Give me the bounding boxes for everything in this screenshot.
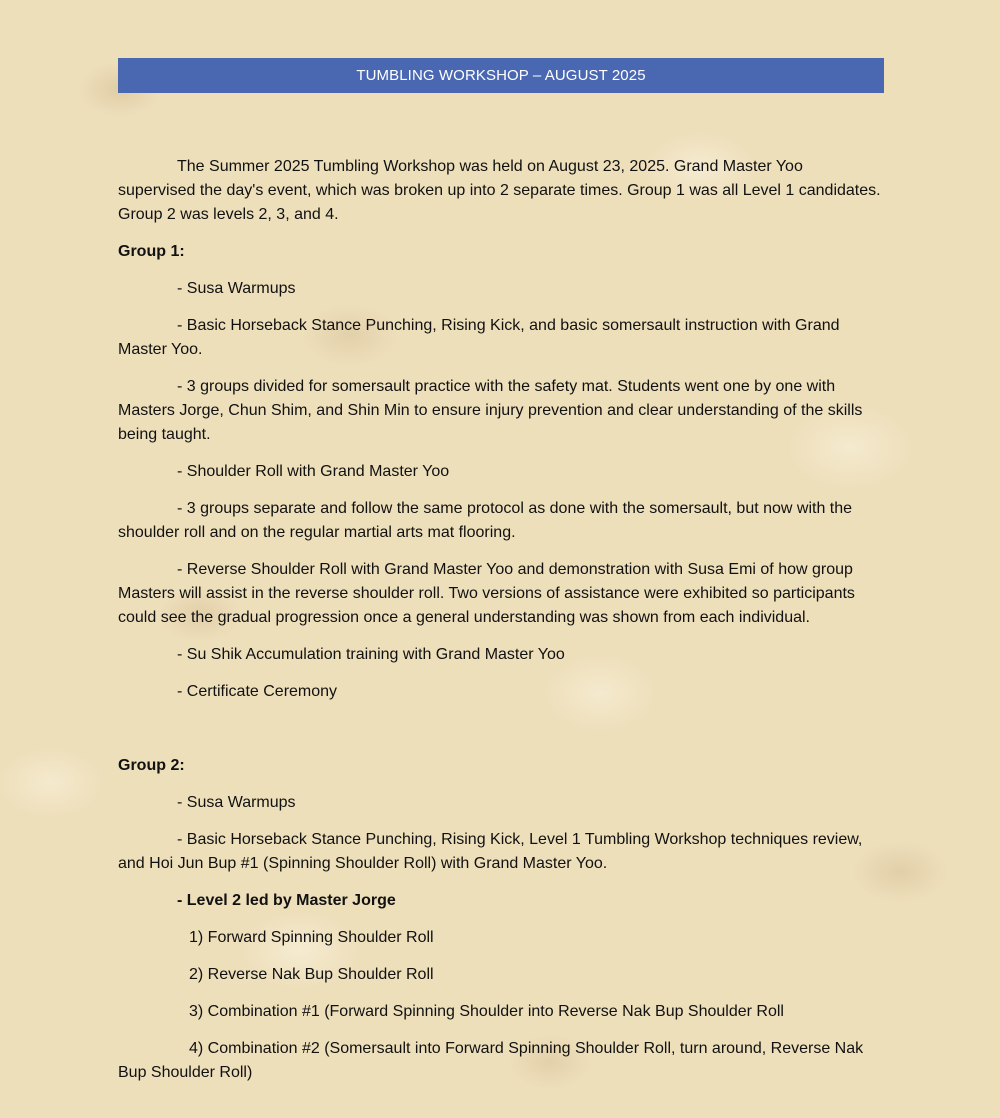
group1-item: - 3 groups divided for somersault practice with the safety mat. Students went one by one with Masters Jorge, Chun Shim, and Shin Min to ensure injury prevention and clear understanding of the skills being taught. — [118, 378, 863, 443]
document-body — [118, 155, 884, 1085]
group2-heading: Group 2: — [118, 757, 185, 774]
group1-item: - Su Shik Accumulation training with Grand Master Yoo — [177, 646, 565, 663]
group1-item: - Basic Horseback Stance Punching, Rising Kick, and basic somersault instruction with Grand Master Yoo. — [118, 317, 840, 358]
group1-item: - Reverse Shoulder Roll with Grand Master Yoo and demonstration with Susa Emi of how group Masters will assist in the reverse shoulder roll. Two versions of assistance were exhibited so participants could see the gradual progression once a general understanding was shown from each individual. — [118, 561, 855, 626]
group1-item: - Shoulder Roll with Grand Master Yoo — [177, 463, 450, 480]
level2-item: 1) Forward Spinning Shoulder Roll — [189, 929, 434, 946]
level2-item: 3) Combination #1 (Forward Spinning Shoulder into Reverse Nak Bup Shoulder Roll — [189, 1003, 784, 1020]
group1-heading: Group 1: — [118, 243, 185, 260]
group1-item: - Susa Warmups — [177, 280, 296, 297]
group2-item: - Basic Horseback Stance Punching, Rising Kick, Level 1 Tumbling Workshop techniques review, and Hoi Jun Bup #1 (Spinning Shoulder Roll) with Grand Master Yoo. — [118, 831, 863, 872]
group1-item: - Certificate Ceremony — [177, 683, 338, 700]
intro-paragraph: The Summer 2025 Tumbling Workshop was held on August 23, 2025. Grand Master Yoo supervised the day's event, which was broken up into 2 separate times. Group 1 was all Level 1 candidates. Group 2 was levels 2, 3, and 4. — [118, 158, 881, 223]
level2-heading: - Level 2 led by Master Jorge — [177, 892, 396, 909]
group2-item: - Susa Warmups — [177, 794, 296, 811]
document-page — [118, 58, 884, 1098]
page-title: TUMBLING WORKSHOP – AUGUST 2025 — [118, 58, 884, 93]
group1-item: - 3 groups separate and follow the same protocol as done with the somersault, but now with the shoulder roll and on the regular martial arts mat flooring. — [118, 500, 853, 541]
level2-item: 4) Combination #2 (Somersault into Forward Spinning Shoulder Roll, turn around, Reverse Nak Bup Shoulder Roll) — [118, 1040, 864, 1081]
level2-item: 2) Reverse Nak Bup Shoulder Roll — [189, 966, 434, 983]
section-spacer — [118, 717, 884, 754]
